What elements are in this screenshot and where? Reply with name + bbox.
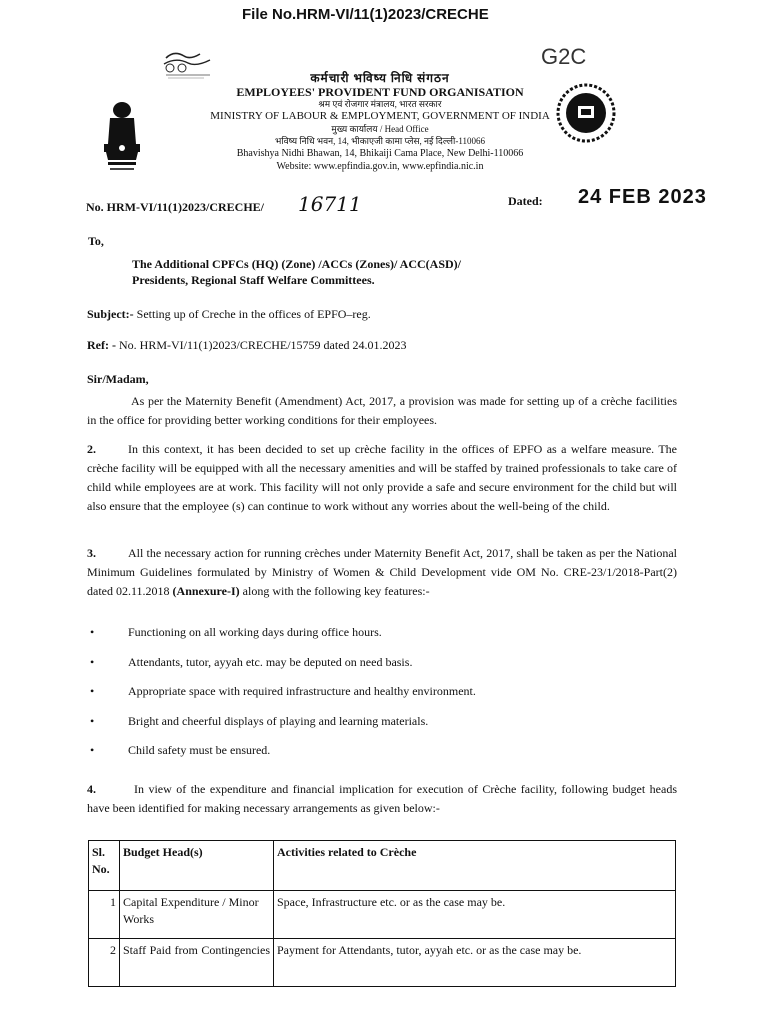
ministry-hindi: श्रम एवं रोजगार मंत्रालय, भारत सरकार — [318, 99, 442, 109]
table-cell: 2 — [89, 939, 120, 987]
paragraph-number: 4. — [87, 782, 96, 796]
addressee-line: The Additional CPFCs (HQ) (Zone) /ACCs (Zones)/ ACC(ASD)/ — [132, 257, 462, 271]
date-label: Dated: — [508, 194, 543, 208]
column-header: Activities related to Crèche — [274, 841, 676, 891]
table-header-row — [89, 841, 676, 891]
org-name-hindi: कर्मचारी भविष्य निधि संगठन — [310, 71, 450, 85]
ministry-name: MINISTRY OF LABOUR & EMPLOYMENT, GOVERNMENT OF INDIA — [210, 110, 550, 122]
subject-label: Subject:- — [87, 307, 134, 321]
file-number: File No.HRM-VI/11(1)2023/CRECHE — [242, 6, 489, 23]
paragraph-3-text: All the necessary action for running crèches under Maternity Benefit Act, 2017, shall be taken as per the National Minimum Guidelines formulated by Ministry of Women & Child Development vide OM No. CRE-23/1/2018-Part(2) dated 02.11.2018 — [87, 546, 677, 598]
list-item: • Attendants, tutor, ayyah etc. may be deputed on need basis. — [90, 654, 670, 684]
table-cell: 1 — [89, 891, 120, 939]
table-cell: Staff Paid from Contingencies — [120, 939, 274, 987]
website: Website: www.epfindia.gov.in, www.epfindia.nic.in — [276, 161, 484, 172]
column-header: Sl. No. — [89, 841, 120, 891]
paragraph-4-text: In view of the expenditure and financial implication for execution of Crèche facility, following budget heads have been identified for making necessary arrangements as given below:- — [87, 782, 677, 815]
reference-line — [87, 338, 407, 353]
paragraph-1 — [87, 392, 677, 430]
ref-label: Ref: - — [87, 338, 116, 352]
g2c-logo: G2C — [541, 44, 587, 69]
ref-text: No. HRM-VI/11(1)2023/CRECHE/15759 dated 24.01.2023 — [115, 338, 407, 352]
head-office-label: मुख्य कार्यालय / Head Office — [331, 124, 429, 134]
list-item: • Appropriate space with required infrastructure and healthy environment. — [90, 683, 670, 713]
column-header: Budget Head(s) — [120, 841, 274, 891]
addressee — [132, 256, 632, 288]
paragraph-2 — [87, 440, 677, 516]
annexure-ref: (Annexure-I) — [172, 584, 240, 598]
list-item: • Child safety must be ensured. — [90, 742, 670, 772]
salutation: Sir/Madam, — [87, 372, 149, 386]
table-cell: Space, Infrastructure etc. or as the case may be. — [274, 891, 676, 939]
subject-text: Setting up of Creche in the offices of EPFO–reg. — [133, 307, 371, 321]
table-row — [89, 939, 676, 987]
paragraph-3 — [87, 544, 677, 601]
paragraph-2-text: In this context, it has been decided to set up crèche facility in the offices of EPFO as a welfare measure. The crèche facility will be equipped with all the necessary amenities and will be staffed by trained professionals to take care of child while employees are at work. This facility will not only provide a safe and secure environment for the child but will also ensure that the employee (s) can continue to work without any worries about the well-being of the child. — [87, 442, 677, 513]
paragraph-4 — [87, 780, 677, 818]
address: Bhavishya Nidhi Bhawan, 14, Bhikaiji Cama Place, New Delhi-110066 — [236, 148, 524, 159]
table-row — [89, 891, 676, 939]
addressee-line: Presidents, Regional Staff Welfare Committees. — [132, 273, 375, 287]
org-name: EMPLOYEES' PROVIDENT FUND ORGANISATION — [236, 85, 524, 99]
date-stamp: 24 FEB 2023 — [578, 186, 707, 208]
to-label: To, — [88, 234, 104, 248]
table-cell: Payment for Attendants, tutor, ayyah etc. or as the case may be. — [274, 939, 676, 987]
paragraph-3-text-end: along with the following key features:- — [239, 584, 430, 598]
subject-line — [87, 307, 371, 322]
national-emblem-icon — [96, 96, 148, 174]
budget-table — [88, 840, 676, 987]
list-item: • Functioning on all working days during office hours. — [90, 624, 670, 654]
key-features-list — [90, 624, 670, 772]
address-hindi: भविष्य निधि भवन, 14, भीकाएजी कामा प्लेस, नई दिल्ली-110066 — [275, 136, 485, 146]
table-cell: Capital Expenditure / Minor Works — [120, 891, 274, 939]
list-item: • Bright and cheerful displays of playing and learning materials. — [90, 713, 670, 743]
reference-number: No. HRM-VI/11(1)2023/CRECHE/ — [86, 200, 264, 214]
paragraph-number: 2. — [87, 442, 96, 456]
paragraph-number: 3. — [87, 546, 96, 560]
paragraph-1-text: As per the Maternity Benefit (Amendment) Act, 2017, a provision was made for setting up of a crèche facilities in the office for providing better working conditions for their employees. — [87, 394, 677, 427]
reference-number-handwritten: 16711 — [298, 192, 362, 216]
